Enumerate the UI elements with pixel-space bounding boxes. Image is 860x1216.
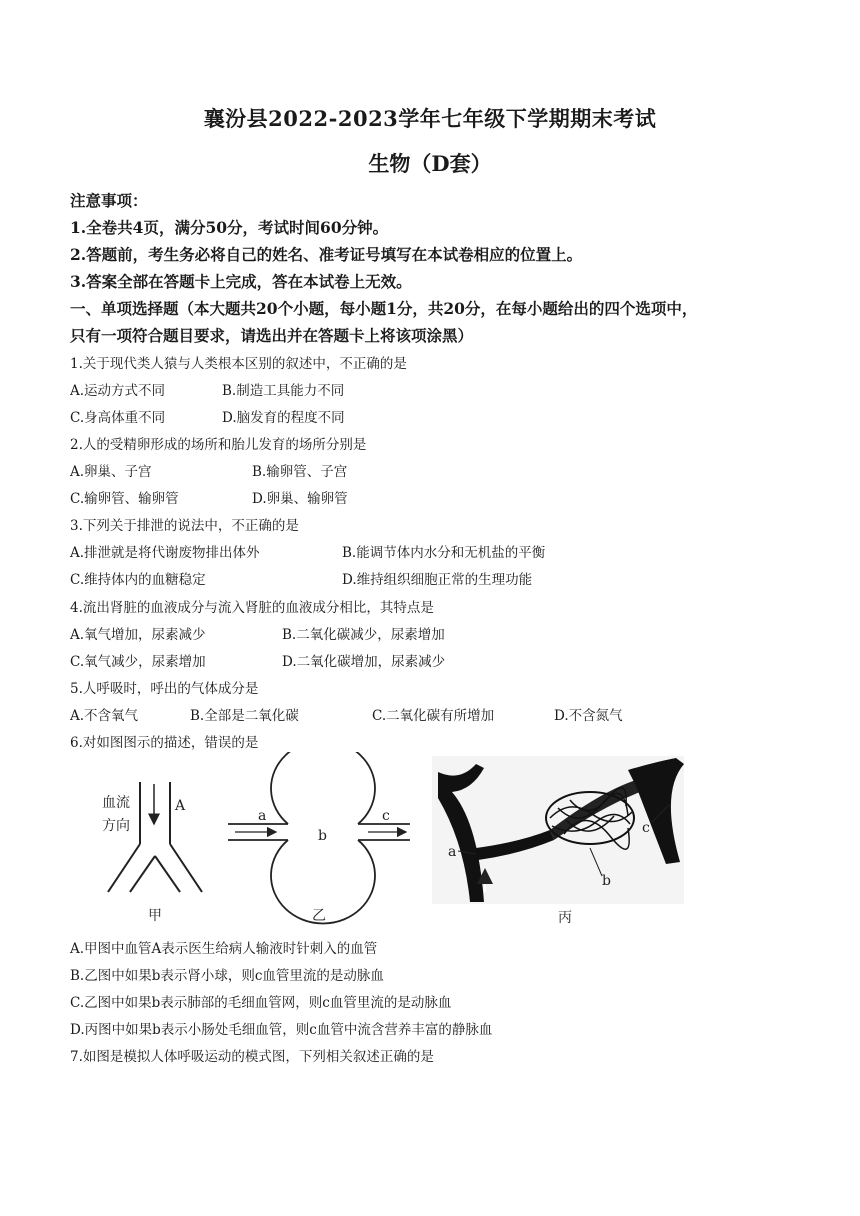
diagram-bing: [432, 756, 684, 926]
question-stem: 1.关于现代类人猿与人类根本区别的叙述中，不正确的是: [70, 356, 407, 372]
question-stem: 3.下列关于排泄的说法中，不正确的是: [70, 518, 299, 534]
option-a: A.卵巢、子宫: [70, 464, 152, 480]
notice-item: 3.答案全部在答题卡上完成，答在本试卷上无效。: [70, 272, 412, 291]
label-c: c: [642, 820, 650, 836]
option-b: B.二氧化碳减少，尿素增加: [282, 627, 445, 643]
option-c: C.氧气减少，尿素增加: [70, 654, 206, 670]
option-c: C.身高体重不同: [70, 410, 166, 426]
label-flow-1: 血流: [102, 795, 130, 811]
notice-item: 1.全卷共4页，满分50分，考试时间60分钟。: [70, 218, 389, 237]
option-a: A.氧气增加，尿素减少: [70, 627, 206, 643]
question-stem: 4.流出肾脏的血液成分与流入肾脏的血液成分相比，其特点是: [70, 600, 434, 616]
label-a: A: [175, 798, 186, 814]
option-b: B.全部是二氧化碳: [190, 708, 299, 724]
label-c: c: [382, 808, 390, 824]
option-a: A.甲图中血管A表示医生给病人输液时针刺入的血管: [70, 941, 378, 957]
option-b: B.制造工具能力不同: [222, 383, 345, 399]
notice-item: 2.答题前，考生务必将自己的姓名、准考证号填写在本试卷相应的位置上。: [70, 245, 583, 264]
label-b: b: [318, 828, 327, 844]
option-a: A.排泄就是将代谢废物排出体外: [70, 545, 260, 561]
option-c: C.输卵管、输卵管: [70, 491, 179, 507]
option-c: C.维持体内的血糖稳定: [70, 572, 206, 588]
diagram-yi: [228, 752, 410, 924]
caption-jia: 甲: [148, 908, 162, 924]
option-d: D.丙图中如果b表示小肠处毛细血管，则c血管中流含营养丰富的静脉血: [70, 1022, 493, 1038]
diagram-jia: [102, 782, 202, 924]
option-d: D.二氧化碳增加，尿素减少: [282, 654, 446, 670]
label-flow-2: 方向: [102, 818, 130, 834]
label-a: a: [448, 844, 457, 860]
option-c: C.二氧化碳有所增加: [372, 708, 495, 724]
option-d: D.不含氮气: [554, 708, 623, 724]
option-c: C.乙图中如果b表示肺部的毛细血管网，则c血管里流的是动脉血: [70, 995, 452, 1011]
option-b: B.乙图中如果b表示肾小球，则c血管里流的是动脉血: [70, 968, 384, 984]
exam-title: 襄汾县2022-2023学年七年级下学期期末考试: [203, 106, 657, 131]
option-b: B.输卵管、子宫: [252, 464, 348, 480]
option-d: D.脑发育的程度不同: [222, 410, 345, 426]
caption-bing: 丙: [558, 910, 572, 926]
section-heading-cont: 只有一项符合题目要求，请选出并在答题卡上将该项涂黑）: [70, 326, 474, 345]
option-d: D.维持组织细胞正常的生理功能: [342, 572, 533, 588]
question-stem: 7.如图是模拟人体呼吸运动的模式图，下列相关叙述正确的是: [70, 1049, 434, 1065]
notice-heading: 注意事项：: [70, 191, 148, 210]
question-stem: 5.人呼吸时，呼出的气体成分是: [70, 681, 259, 697]
blood-vessel-figure: [80, 752, 690, 932]
label-a: a: [258, 808, 267, 824]
question-stem: 2.人的受精卵形成的场所和胎儿发育的场所分别是: [70, 437, 367, 453]
question-stem: 6.对如图图示的描述，错误的是: [70, 735, 259, 751]
label-b: b: [602, 873, 611, 889]
exam-subtitle: 生物（D套）: [368, 151, 492, 176]
caption-yi: 乙: [312, 908, 326, 924]
option-b: B.能调节体内水分和无机盐的平衡: [342, 545, 546, 561]
section-heading: 一、单项选择题（本大题共20个小题，每小题1分，共20分，在每小题给出的四个选项中，: [70, 299, 698, 318]
option-a: A.运动方式不同: [70, 383, 166, 399]
option-d: D.卵巢、输卵管: [252, 491, 348, 507]
option-a: A.不含氧气: [70, 708, 139, 724]
